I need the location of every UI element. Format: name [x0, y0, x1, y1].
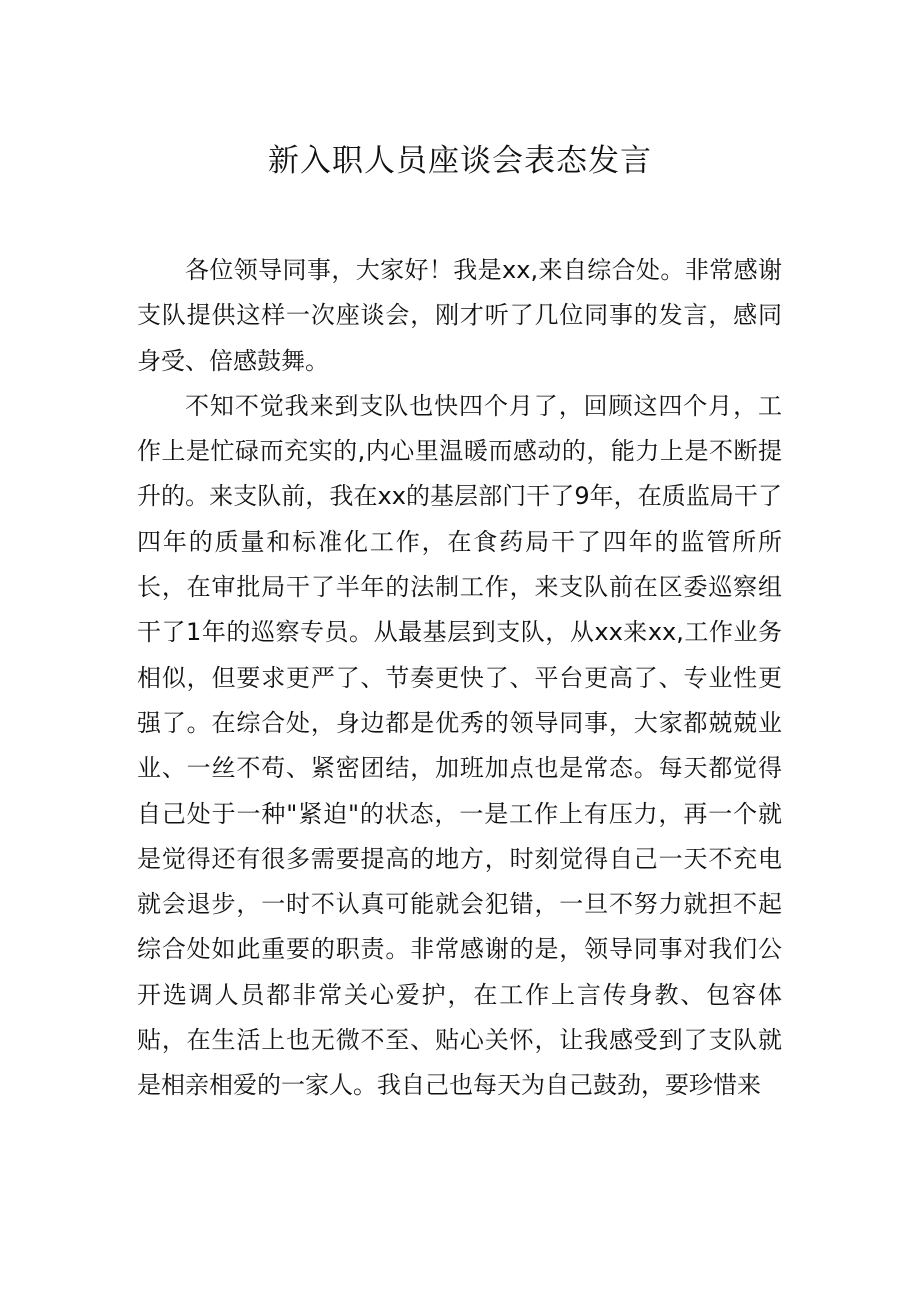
paragraph-greeting: 各位领导同事，大家好！我是xx,来自综合处。非常感谢支队提供这样一次座谈会，刚才听了几位同事的发言，感同身受、倍感鼓舞。	[137, 256, 782, 375]
document-title: 新入职人员座谈会表态发言	[268, 143, 652, 179]
paragraph-work-review: 不知不觉我来到支队也快四个月了，回顾这四个月，工作上是忙碌而充实的,内心里温暖而感动的，能力上是不断提升的。来支队前，我在xx的基层部门干了9年，在质监局干了四年的质量和标准化工作，在食药局干了四年的监管所所长，在审批局干了半年的法制工作，来支队前在区委巡察组干了1年的巡察专员。从最基层到支队，从xx来xx,工作业务相似，但要求更严了、节奏更快了、平台更高了、专业性更强了。在综合处，身边都是优秀的领导同事，大家都兢兢业业、一丝不苟、紧密团结，加班加点也是常态。每天都觉得自己处于一种"紧迫"的状态，一是工作上有压力，再一个就是觉得还有很多需要提高的地方，时刻觉得自己一天不充电就会退步，一时不认真可能就会犯错，一旦不努力就担不起综合处如此重要的职责。非常感谢的是，领导同事对我们公开选调人员都非常关心爱护，在工作上言传身教、包容体贴，在生活上也无微不至、贴心关怀，让我感受到了支队就是相亲相爱的一家人。我自己也每天为自己鼓劲，要珍惜来	[137, 391, 782, 1100]
document-body	[137, 248, 782, 1109]
